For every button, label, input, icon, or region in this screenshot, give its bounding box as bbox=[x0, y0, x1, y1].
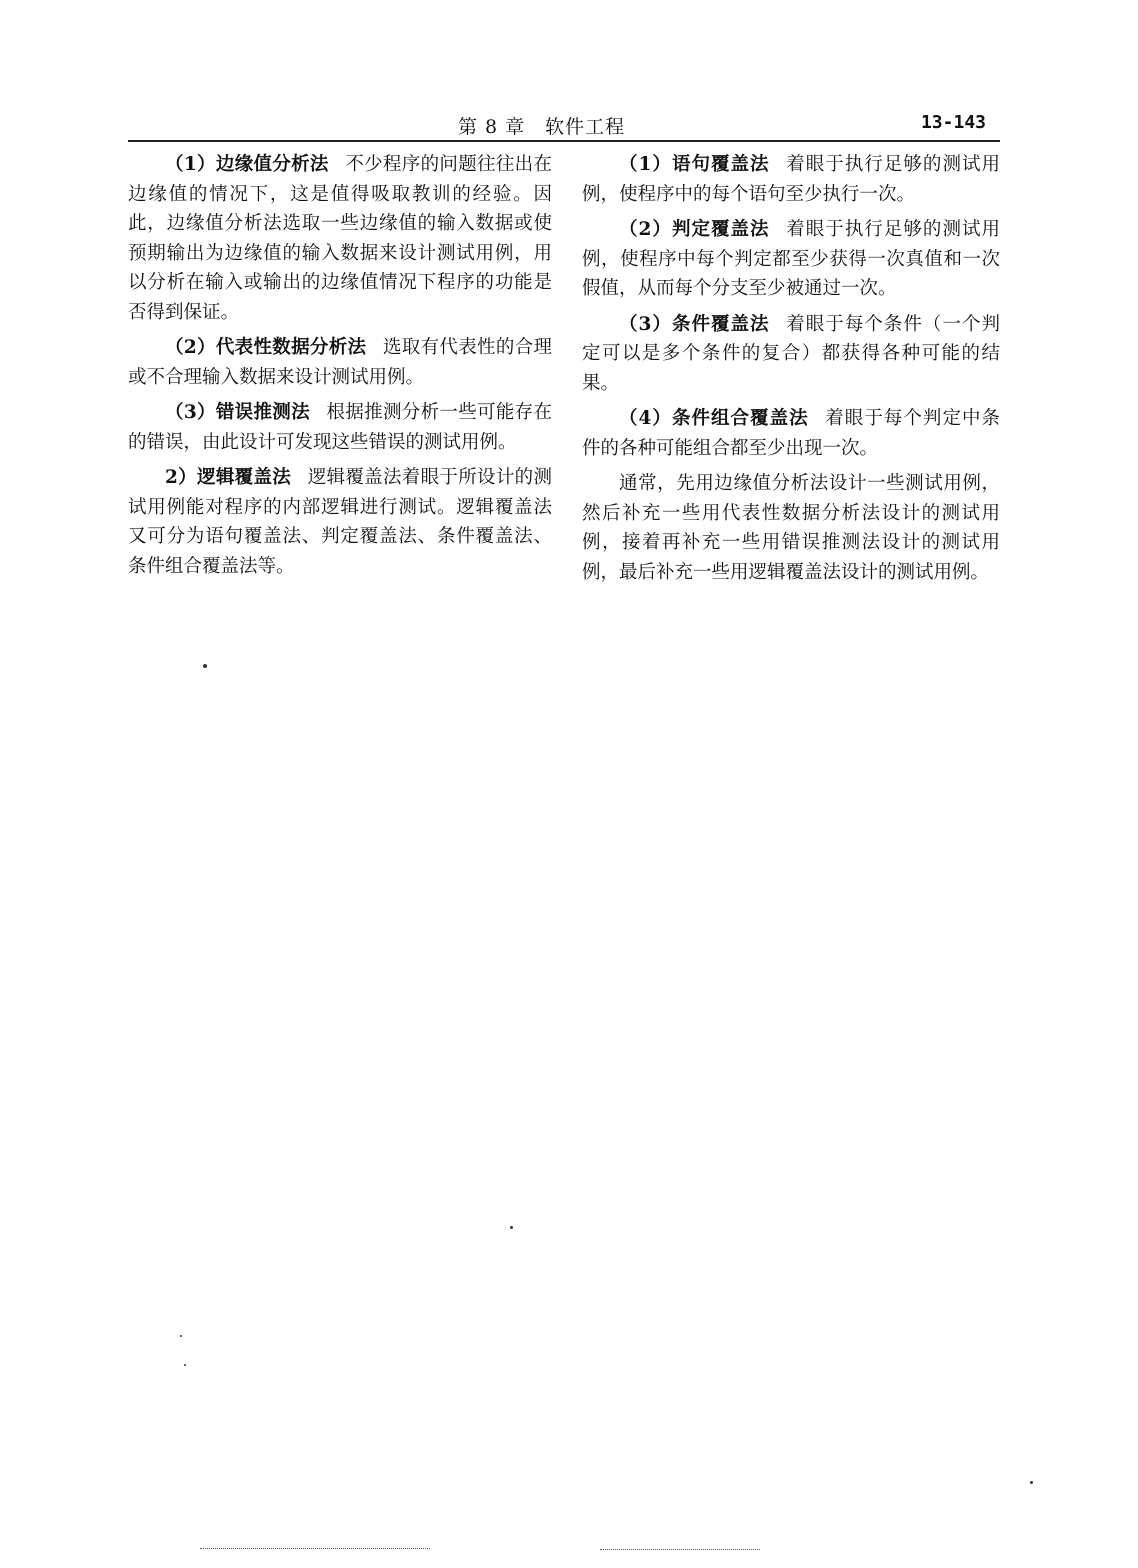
page-number: 13-143 bbox=[920, 112, 986, 133]
paragraph-text: 着眼于每个判定中条件的各种可能组合都至少出现一次。 bbox=[582, 408, 1000, 459]
paragraph-lead: 2）逻辑覆盖法 bbox=[165, 467, 292, 488]
scan-mark bbox=[600, 1549, 760, 1550]
right-column bbox=[582, 150, 1000, 593]
paragraph-text: 根据推测分析一些可能存在的错误，由此设计可发现这些错误的测试用例。 bbox=[128, 402, 552, 453]
paragraph-lead: （3）错误推测法 bbox=[165, 402, 310, 423]
paragraph-text: 通常，先用边缘值分析法设计一些测试用例，然后补充一些用代表性数据分析法设计的测试用例，接着再补充一些用错误推测法设计的测试用例，最后补充一些用逻辑覆盖法设计的测试用例。 bbox=[582, 473, 1000, 583]
scan-speck bbox=[184, 1364, 186, 1366]
paragraph-summary bbox=[582, 469, 1000, 587]
paragraph-lead: （4）条件组合覆盖法 bbox=[619, 408, 809, 429]
paragraph-statement-coverage bbox=[582, 150, 1000, 209]
left-column bbox=[128, 150, 552, 587]
paragraph-error-guessing bbox=[128, 398, 552, 457]
paragraph-representative-data bbox=[128, 333, 552, 392]
paragraph-decision-coverage bbox=[582, 215, 1000, 304]
paragraph-condition-coverage bbox=[582, 310, 1000, 399]
header-rule bbox=[128, 140, 1000, 142]
scan-speck bbox=[203, 664, 207, 668]
scan-speck bbox=[180, 1335, 182, 1337]
paragraph-lead: （2）代表性数据分析法 bbox=[165, 337, 367, 358]
paragraph-text: 逻辑覆盖法着眼于所设计的测试用例能对程序的内部逻辑进行测试。逻辑覆盖法又可分为语句覆盖法、判定覆盖法、条件覆盖法、条件组合覆盖法等。 bbox=[128, 467, 552, 577]
paragraph-text: 选取有代表性的合理或不合理输入数据来设计测试用例。 bbox=[128, 337, 552, 388]
scan-speck bbox=[1030, 1481, 1033, 1484]
paragraph-text: 着眼于执行足够的测试用例，使程序中每个判定都至少获得一次真值和一次假值，从而每个分支至少被通过一次。 bbox=[582, 219, 1000, 299]
scan-speck bbox=[510, 1226, 513, 1229]
paragraph-condition-combination-coverage bbox=[582, 404, 1000, 463]
running-header bbox=[128, 110, 998, 140]
paragraph-lead: （3）条件覆盖法 bbox=[619, 313, 770, 335]
paragraph-lead: （1）边缘值分析法 bbox=[165, 154, 329, 175]
paragraph-lead: （1）语句覆盖法 bbox=[619, 154, 770, 175]
chapter-title: 第 8 章 软件工程 bbox=[458, 116, 626, 138]
paragraph-text: 着眼于执行足够的测试用例，使程序中的每个语句至少执行一次。 bbox=[582, 154, 1000, 205]
paragraph-lead: （2）判定覆盖法 bbox=[619, 219, 770, 240]
scan-mark bbox=[200, 1548, 430, 1549]
paragraph-text: 不少程序的问题往往出在边缘值的情况下，这是值得吸取教训的经验。因此，边缘值分析法选取一些边缘值的输入数据或使预期输出为边缘值的输入数据来设计测试用例，用以分析在输入或输出的边缘值情况下程序的功能是否得到保证。 bbox=[128, 154, 552, 323]
paragraph-boundary-value bbox=[128, 150, 552, 327]
paragraph-logic-coverage bbox=[128, 463, 552, 581]
paragraph-text: 着眼于每个条件（一个判定可以是多个条件的复合）都获得各种可能的结果。 bbox=[582, 313, 1000, 394]
